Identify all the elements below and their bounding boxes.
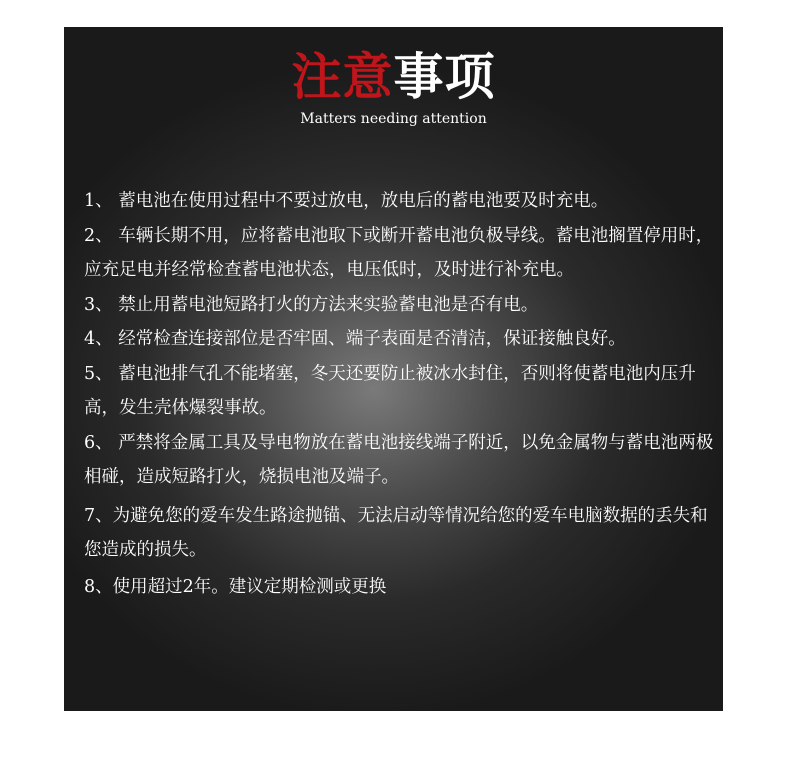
page-title <box>64 47 723 107</box>
title-white-part: 事项 <box>393 48 496 106</box>
notice-list <box>84 184 714 604</box>
notice-item-2: 2、 车辆长期不用，应将蓄电池取下或断开蓄电池负极导线。蓄电池搁置停用时，应充足电并经常检查蓄电池状态，电压低时，及时进行补充电。 <box>84 225 714 280</box>
notice-item-4: 4、 经常检查连接部位是否牢固、端子表面是否清洁，保证接触良好。 <box>84 329 626 349</box>
notice-card <box>64 27 723 711</box>
notice-item-8: 8、使用超过2年。建议定期检测或更换 <box>84 576 387 597</box>
notice-item-5: 5、 蓄电池排气孔不能堵塞，冬天还要防止被冰水封住，否则将使蓄电池内压升高，发生壳体爆裂事故。 <box>84 363 696 418</box>
title-red-part: 注意 <box>291 48 394 106</box>
notice-item-1: 1、 蓄电池在使用过程中不要过放电，放电后的蓄电池要及时充电。 <box>84 191 609 211</box>
page-subtitle: Matters needing attention <box>300 111 487 127</box>
notice-item-7: 7、为避免您的爱车发生路途抛锚、无法启动等情况给您的爱车电脑数据的丢失和您造成的损失。 <box>84 505 708 560</box>
notice-item-3: 3、 禁止用蓄电池短路打火的方法来实验蓄电池是否有电。 <box>84 294 539 315</box>
notice-item-6: 6、 严禁将金属工具及导电物放在蓄电池接线端子附近，以免金属物与蓄电池两极相碰，造成短路打火，烧损电池及端子。 <box>84 432 714 487</box>
